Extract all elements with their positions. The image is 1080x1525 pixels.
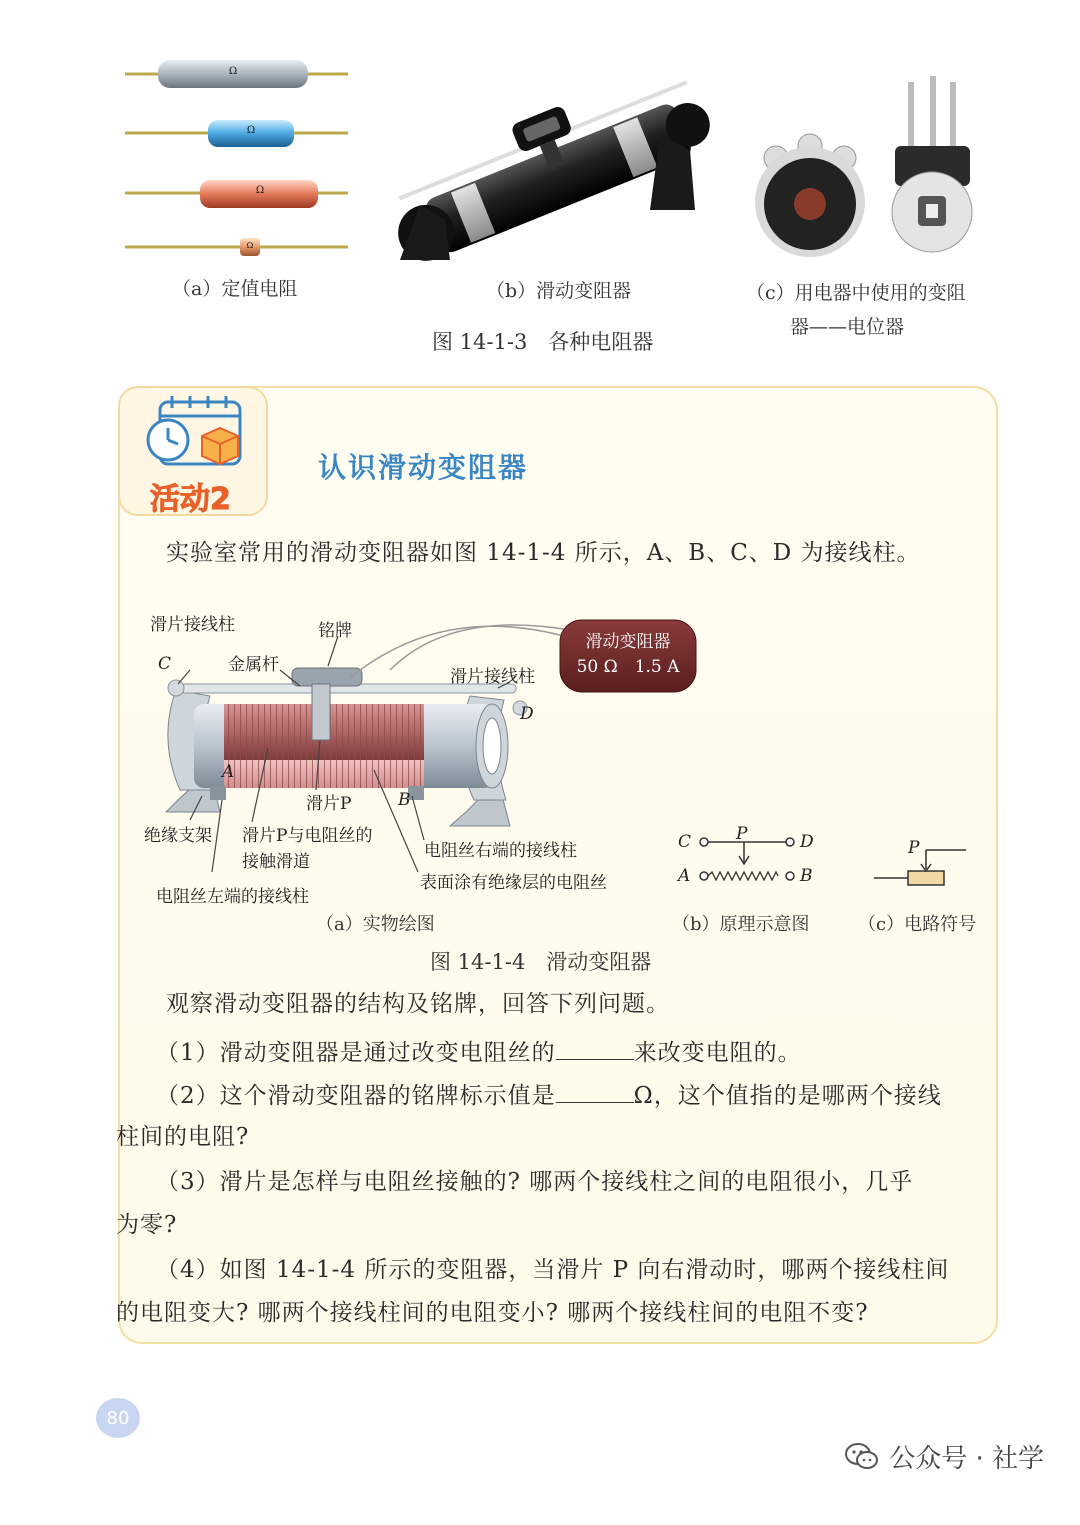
letter-a: A — [222, 762, 235, 782]
fixed-resistors-illustration — [120, 50, 360, 260]
potentiometer-round — [755, 134, 865, 257]
schematic-letter-d: D — [800, 832, 814, 852]
wechat-icon — [845, 1442, 879, 1472]
schematic-letter-b: B — [800, 866, 813, 886]
nameplate-line2: 50 Ω 1.5 A — [576, 657, 680, 677]
resistor-gray — [125, 60, 348, 88]
watermark: 公众号 · 社学 — [845, 1438, 1044, 1475]
label-slider-p: 滑片P — [306, 794, 352, 814]
questions-lead: 观察滑动变阻器的结构及铭牌，回答下列问题。 — [166, 991, 670, 1017]
question-2-continued: 柱间的电阻? — [116, 1124, 250, 1150]
letter-c: C — [158, 654, 172, 674]
page-number: 80 — [96, 1398, 140, 1438]
schematic-letter-a: A — [678, 866, 691, 886]
potentiometer-upright — [892, 76, 972, 252]
label-slider-track-line1: 滑片P与电阻丝的 — [242, 826, 373, 846]
svg-text:Ω: Ω — [246, 125, 256, 136]
label-slider-terminal-d: 滑片接线柱 — [450, 667, 535, 687]
activity-badge — [118, 386, 268, 516]
figure-title-14-1-4: 图 14-1-4 滑动变阻器 — [430, 950, 652, 974]
answer-blank-2[interactable] — [556, 1082, 634, 1103]
question-2: （2）这个滑动变阻器的铭牌标示值是 Ω，这个值指的是哪两个接线 — [156, 1083, 942, 1109]
caption-potentiometer-line2: 器——电位器 — [790, 316, 905, 338]
schematic-letter-p: P — [736, 824, 748, 844]
activity-heading: 认识滑动变阻器 — [318, 451, 529, 484]
activity-badge-label: 活动2 — [150, 482, 231, 517]
rheostat-photo — [390, 60, 720, 270]
caption-fixed-resistor: （a）定值电阻 — [172, 278, 298, 300]
caption-potentiometer-line1: （c）用电器中使用的变阻 — [746, 282, 966, 304]
caption-schematic: （b）原理示意图 — [672, 914, 810, 935]
label-slider-track-line2: 接触滑道 — [242, 852, 310, 872]
resistor-small — [125, 238, 348, 256]
caption-circuit-symbol: （c）电路符号 — [858, 914, 977, 935]
question-3: （3）滑片是怎样与电阻丝接触的? 哪两个接线柱之间的电阻很小，几乎 — [156, 1169, 914, 1195]
letter-d: D — [520, 704, 534, 724]
activity-intro: 实验室常用的滑动变阻器如图 14-1-4 所示，A、B、C、D 为接线柱。 — [166, 540, 921, 566]
svg-text:Ω: Ω — [255, 185, 265, 196]
letter-b: B — [398, 790, 411, 810]
label-insulating-support: 绝缘支架 — [144, 826, 212, 846]
resistor-red — [125, 180, 348, 208]
label-slider-terminal-c: 滑片接线柱 — [150, 615, 235, 635]
calendar-clock-icon — [142, 392, 252, 472]
label-coated-wire: 表面涂有绝缘层的电阻丝 — [420, 873, 607, 893]
label-right-terminal: 电阻丝右端的接线柱 — [424, 841, 577, 861]
caption-physical-drawing: （a）实物绘图 — [316, 914, 435, 935]
schematic-letter-c: C — [678, 832, 692, 852]
svg-text:Ω: Ω — [228, 66, 238, 77]
potentiometer-photo — [740, 72, 990, 262]
question-3-continued: 为零? — [116, 1212, 178, 1238]
nameplate-line1: 滑动变阻器 — [585, 632, 671, 652]
label-metal-rod: 金属杆 — [228, 655, 279, 675]
figure-14-1-3 — [0, 0, 1080, 370]
question-4-continued: 的电阻变大? 哪两个接线柱间的电阻变小? 哪两个接线柱间的电阻不变? — [116, 1300, 869, 1326]
figure-title-14-1-3: 图 14-1-3 各种电阻器 — [432, 330, 654, 354]
rheostat-circuit-symbol — [870, 838, 980, 894]
question-4: （4）如图 14-1-4 所示的变阻器，当滑片 P 向右滑动时，哪两个接线柱间 — [156, 1257, 950, 1283]
svg-text:Ω: Ω — [246, 241, 254, 250]
answer-blank-1[interactable] — [556, 1039, 634, 1060]
caption-sliding-rheostat: （b）滑动变阻器 — [486, 280, 632, 302]
label-left-terminal: 电阻丝左端的接线柱 — [156, 887, 309, 907]
question-1: （1）滑动变阻器是通过改变电阻丝的 来改变电阻的。 — [156, 1040, 802, 1066]
resistor-blue — [125, 120, 348, 147]
symbol-letter-p: P — [908, 838, 920, 858]
label-nameplate: 铭牌 — [318, 621, 352, 641]
